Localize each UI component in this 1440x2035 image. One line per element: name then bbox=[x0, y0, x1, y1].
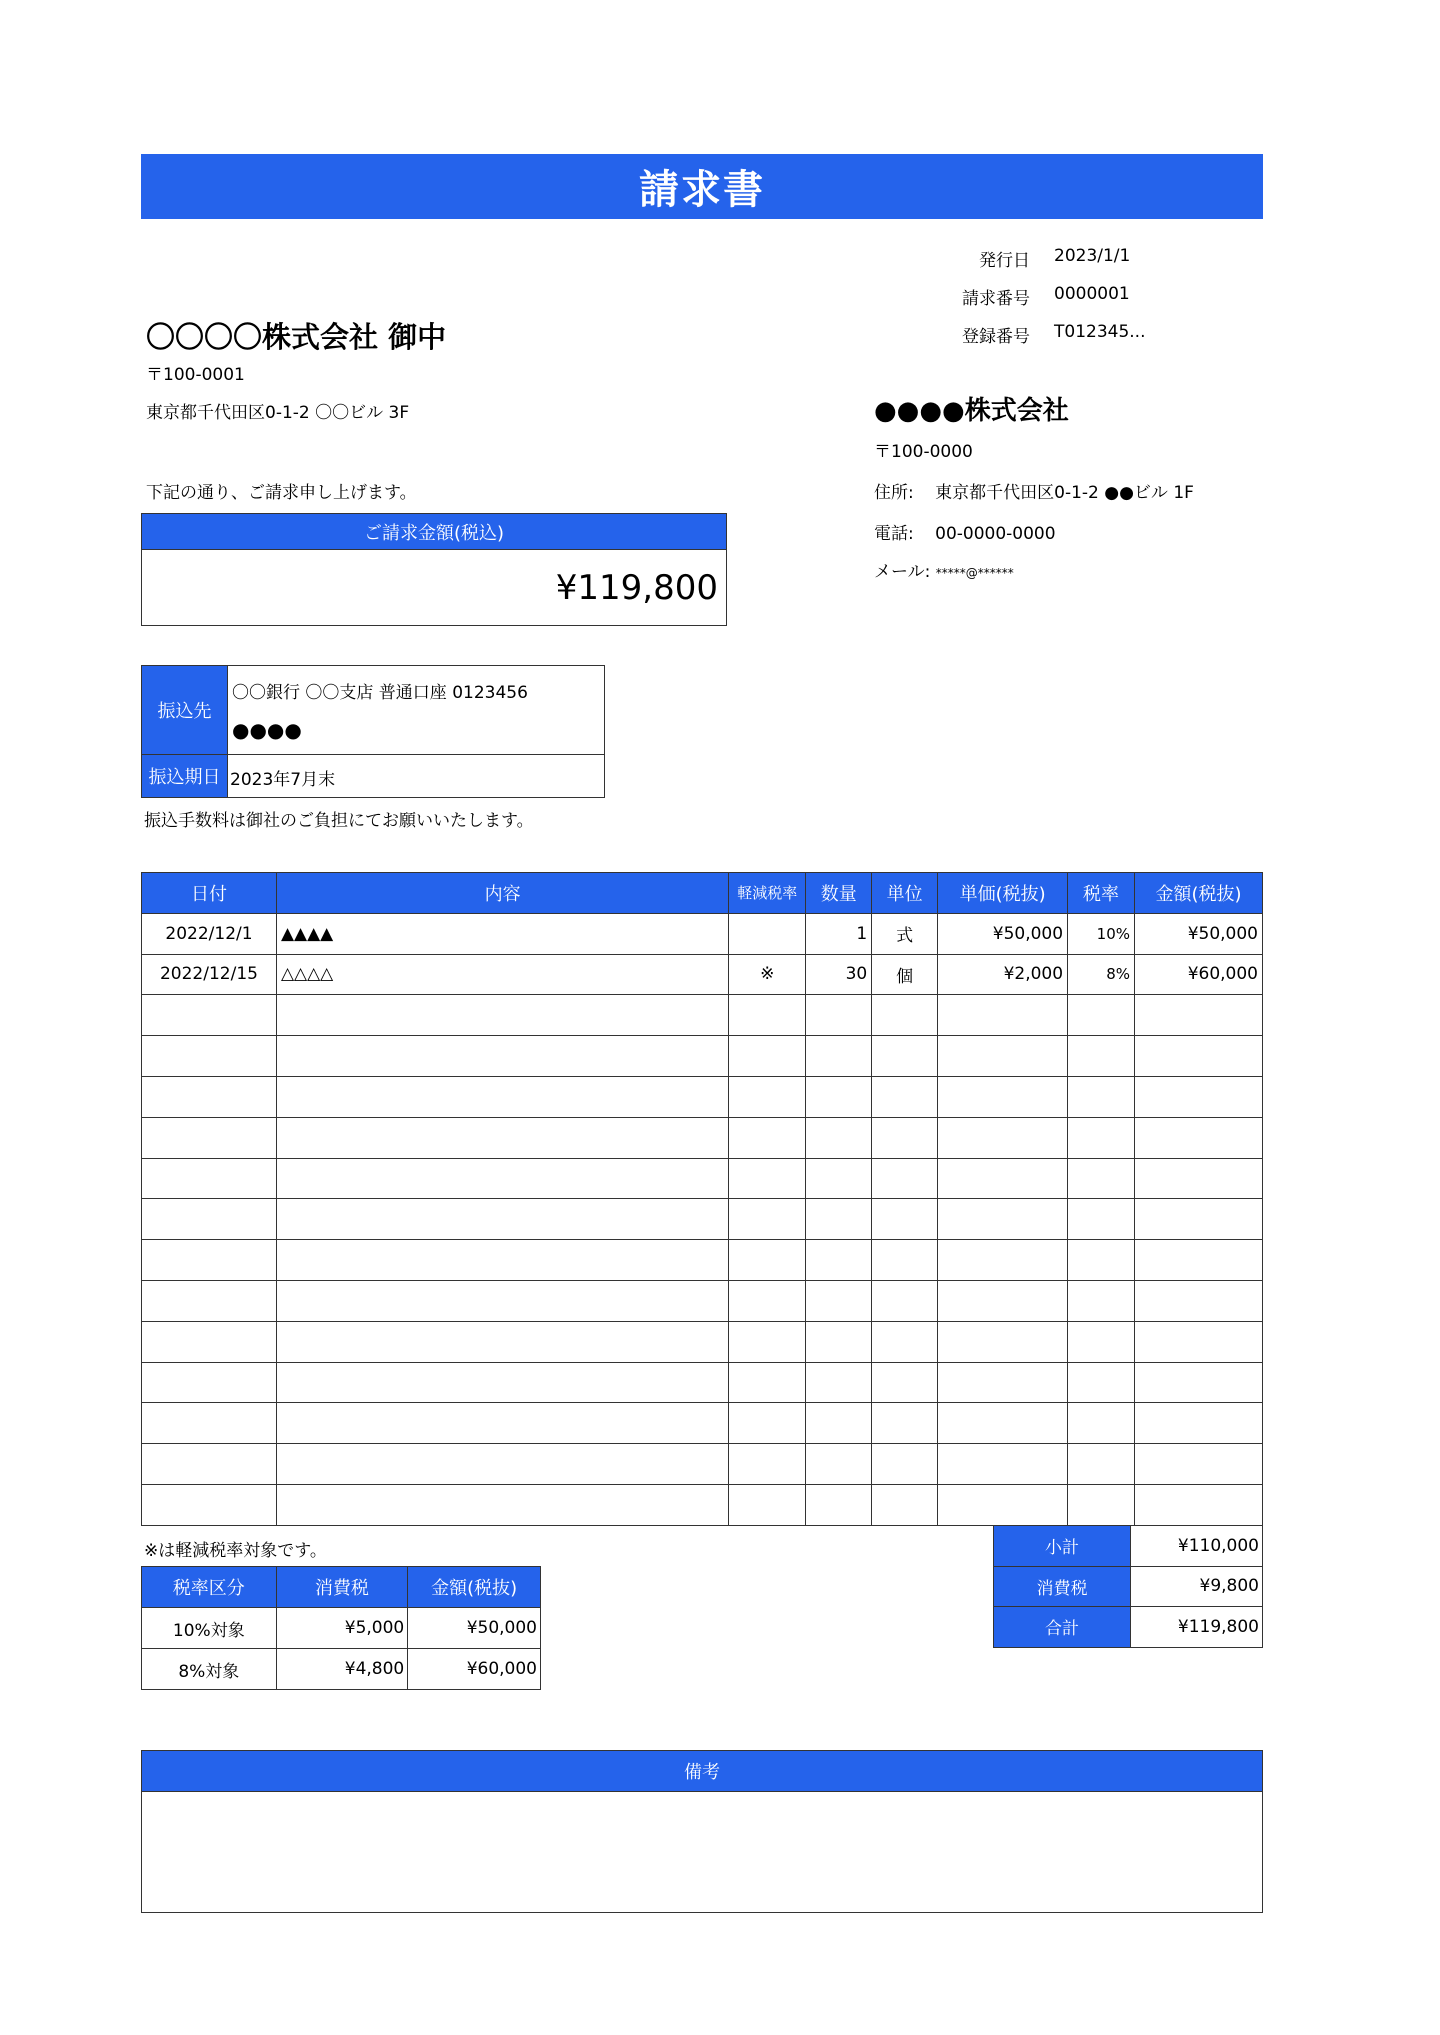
col-header-date: 日付 bbox=[142, 873, 277, 914]
item-amount-cell bbox=[1135, 1484, 1263, 1525]
item-quantity-cell bbox=[806, 1362, 872, 1403]
table-row bbox=[142, 1484, 1263, 1525]
item-description-cell: △△△△ bbox=[276, 954, 728, 995]
item-description-cell bbox=[276, 1036, 728, 1077]
table-row bbox=[142, 1280, 1263, 1321]
item-date-cell bbox=[142, 1076, 277, 1117]
item-tax-rate-cell bbox=[1068, 1036, 1135, 1077]
item-amount-cell bbox=[1135, 1362, 1263, 1403]
registration-number-label: 登録番号 bbox=[962, 327, 1030, 347]
item-reduced-rate-cell bbox=[729, 1362, 806, 1403]
bank-account-label: 振込先 bbox=[142, 666, 228, 754]
remarks-box bbox=[141, 1750, 1263, 1913]
issue-date-value: 2023/1/1 bbox=[1054, 246, 1131, 266]
table-row bbox=[142, 1036, 1263, 1077]
item-date-cell bbox=[142, 1158, 277, 1199]
taxable-amount-cell: ¥50,000 bbox=[408, 1608, 541, 1649]
tax-category-cell: 10%対象 bbox=[142, 1608, 277, 1649]
item-tax-rate-cell: 10% bbox=[1068, 913, 1135, 954]
item-tax-rate-cell bbox=[1068, 1280, 1135, 1321]
issuer-postal: 〒100-0000 bbox=[874, 442, 973, 462]
item-unit-price-cell: ¥2,000 bbox=[938, 954, 1068, 995]
table-row bbox=[142, 1240, 1263, 1281]
issuer-email: *****@****** bbox=[935, 566, 1014, 580]
item-reduced-rate-cell bbox=[729, 1403, 806, 1444]
reduced-rate-note: ※は軽減税率対象です。 bbox=[144, 1541, 327, 1561]
table-row bbox=[142, 1321, 1263, 1362]
item-unit-price-cell bbox=[938, 1076, 1068, 1117]
client-name: 〇〇〇〇株式会社 御中 bbox=[146, 320, 447, 354]
item-unit-price-cell bbox=[938, 1036, 1068, 1077]
item-amount-cell bbox=[1135, 1321, 1263, 1362]
item-quantity-cell bbox=[806, 1403, 872, 1444]
table-row bbox=[142, 913, 1263, 954]
item-description-cell bbox=[276, 1117, 728, 1158]
item-unit-cell bbox=[872, 1199, 938, 1240]
item-unit-price-cell bbox=[938, 1403, 1068, 1444]
item-date-cell bbox=[142, 1484, 277, 1525]
item-description-cell bbox=[276, 1158, 728, 1199]
registration-number-value: T012345... bbox=[1054, 322, 1146, 342]
item-date-cell bbox=[142, 1362, 277, 1403]
item-reduced-rate-cell bbox=[729, 1444, 806, 1485]
registration-number-row bbox=[940, 322, 1240, 348]
item-reduced-rate-cell bbox=[729, 1199, 806, 1240]
item-unit-cell bbox=[872, 1036, 938, 1077]
item-tax-rate-cell bbox=[1068, 995, 1135, 1036]
table-row bbox=[142, 1158, 1263, 1199]
table-row bbox=[142, 1199, 1263, 1240]
item-amount-cell bbox=[1135, 1199, 1263, 1240]
issuer-address-line bbox=[874, 478, 1194, 503]
transfer-fee-note: 振込手数料は御社のご負担にてお願いいたします。 bbox=[144, 811, 534, 831]
issuer-email-line bbox=[874, 557, 1014, 582]
item-reduced-rate-cell bbox=[729, 1280, 806, 1321]
col-header-description: 内容 bbox=[276, 873, 728, 914]
item-amount-cell bbox=[1135, 1036, 1263, 1077]
remarks-content bbox=[142, 1792, 1262, 1808]
item-tax-rate-cell bbox=[1068, 1240, 1135, 1281]
item-unit-cell bbox=[872, 1117, 938, 1158]
item-date-cell bbox=[142, 1403, 277, 1444]
col-header-unit: 単位 bbox=[872, 873, 938, 914]
item-amount-cell: ¥50,000 bbox=[1135, 913, 1263, 954]
item-tax-rate-cell bbox=[1068, 1444, 1135, 1485]
item-amount-cell bbox=[1135, 1240, 1263, 1281]
tax-amount-cell: ¥5,000 bbox=[276, 1608, 408, 1649]
tax-col-category: 税率区分 bbox=[142, 1567, 277, 1608]
item-unit-price-cell: ¥50,000 bbox=[938, 913, 1068, 954]
item-unit-cell bbox=[872, 1321, 938, 1362]
item-amount-cell bbox=[1135, 995, 1263, 1036]
item-reduced-rate-cell bbox=[729, 1484, 806, 1525]
table-row bbox=[142, 1444, 1263, 1485]
item-description-cell bbox=[276, 1321, 728, 1362]
table-row bbox=[142, 1362, 1263, 1403]
item-description-cell: ▲▲▲▲ bbox=[276, 913, 728, 954]
client-address: 東京都千代田区0-1-2 〇〇ビル 3F bbox=[146, 403, 410, 423]
item-unit-cell bbox=[872, 1403, 938, 1444]
item-reduced-rate-cell bbox=[729, 1076, 806, 1117]
item-unit-price-cell bbox=[938, 1117, 1068, 1158]
item-date-cell bbox=[142, 995, 277, 1036]
subtotal-label: 小計 bbox=[994, 1526, 1131, 1567]
subtotal-value: ¥110,000 bbox=[1131, 1526, 1263, 1567]
item-unit-cell: 式 bbox=[872, 913, 938, 954]
item-amount-cell bbox=[1135, 1403, 1263, 1444]
item-quantity-cell bbox=[806, 1484, 872, 1525]
item-date-cell: 2022/12/1 bbox=[142, 913, 277, 954]
item-description-cell bbox=[276, 1280, 728, 1321]
item-unit-price-cell bbox=[938, 1199, 1068, 1240]
item-reduced-rate-cell bbox=[729, 1117, 806, 1158]
item-quantity-cell bbox=[806, 995, 872, 1036]
item-reduced-rate-cell: ※ bbox=[729, 954, 806, 995]
subtotal-row bbox=[994, 1526, 1263, 1567]
item-description-cell bbox=[276, 1403, 728, 1444]
table-row bbox=[142, 954, 1263, 995]
item-amount-cell bbox=[1135, 1280, 1263, 1321]
consumption-tax-row bbox=[994, 1566, 1263, 1607]
tax-amount-cell: ¥4,800 bbox=[276, 1649, 408, 1690]
item-reduced-rate-cell bbox=[729, 913, 806, 954]
issuer-email-label: メール: bbox=[874, 562, 931, 582]
item-reduced-rate-cell bbox=[729, 1158, 806, 1199]
item-unit-price-cell bbox=[938, 1321, 1068, 1362]
issuer-address: 東京都千代田区0-1-2 ●●ビル 1F bbox=[935, 483, 1194, 503]
item-quantity-cell bbox=[806, 1321, 872, 1362]
billing-amount-value: ¥119,800 bbox=[555, 567, 718, 608]
item-amount-cell bbox=[1135, 1158, 1263, 1199]
item-reduced-rate-cell bbox=[729, 1240, 806, 1281]
item-description-cell bbox=[276, 1484, 728, 1525]
item-date-cell bbox=[142, 1240, 277, 1281]
item-unit-cell bbox=[872, 1362, 938, 1403]
table-row bbox=[142, 995, 1263, 1036]
item-description-cell bbox=[276, 1240, 728, 1281]
bank-account-holder: ●●●● bbox=[232, 718, 302, 742]
issuer-phone-line bbox=[874, 519, 1056, 544]
remarks-label: 備考 bbox=[142, 1751, 1262, 1792]
item-quantity-cell bbox=[806, 1444, 872, 1485]
consumption-tax-value: ¥9,800 bbox=[1131, 1566, 1263, 1607]
tax-breakdown-table bbox=[141, 1566, 541, 1690]
total-row bbox=[994, 1607, 1263, 1648]
item-date-cell bbox=[142, 1199, 277, 1240]
item-quantity-cell bbox=[806, 1117, 872, 1158]
item-reduced-rate-cell bbox=[729, 1036, 806, 1077]
taxable-amount-cell: ¥60,000 bbox=[408, 1649, 541, 1690]
billing-amount-label: ご請求金額(税込) bbox=[142, 514, 726, 550]
item-description-cell bbox=[276, 995, 728, 1036]
col-header-amount: 金額(税抜) bbox=[1135, 873, 1263, 914]
item-date-cell bbox=[142, 1036, 277, 1077]
col-header-quantity: 数量 bbox=[806, 873, 872, 914]
tax-category-cell: 8%対象 bbox=[142, 1649, 277, 1690]
item-amount-cell bbox=[1135, 1076, 1263, 1117]
item-unit-price-cell bbox=[938, 1362, 1068, 1403]
item-unit-cell bbox=[872, 1240, 938, 1281]
transfer-due-value: 2023年7月末 bbox=[230, 770, 336, 790]
item-date-cell bbox=[142, 1280, 277, 1321]
item-unit-price-cell bbox=[938, 1484, 1068, 1525]
item-tax-rate-cell bbox=[1068, 1321, 1135, 1362]
item-quantity-cell bbox=[806, 1076, 872, 1117]
bank-transfer-box bbox=[141, 665, 605, 798]
tax-breakdown-row bbox=[142, 1608, 541, 1649]
item-tax-rate-cell: 8% bbox=[1068, 954, 1135, 995]
total-value: ¥119,800 bbox=[1131, 1607, 1263, 1648]
item-description-cell bbox=[276, 1444, 728, 1485]
bank-account-row bbox=[142, 666, 604, 755]
issuer-phone: 00-0000-0000 bbox=[935, 524, 1056, 544]
tax-col-amount: 金額(税抜) bbox=[408, 1567, 541, 1608]
item-unit-price-cell bbox=[938, 1444, 1068, 1485]
item-reduced-rate-cell bbox=[729, 995, 806, 1036]
billing-amount-box bbox=[141, 513, 727, 626]
item-reduced-rate-cell bbox=[729, 1321, 806, 1362]
item-quantity-cell: 30 bbox=[806, 954, 872, 995]
line-items-header bbox=[142, 873, 1263, 914]
item-amount-cell bbox=[1135, 1117, 1263, 1158]
item-tax-rate-cell bbox=[1068, 1117, 1135, 1158]
item-unit-cell: 個 bbox=[872, 954, 938, 995]
item-quantity-cell bbox=[806, 1199, 872, 1240]
transfer-due-label: 振込期日 bbox=[142, 755, 228, 797]
item-date-cell bbox=[142, 1321, 277, 1362]
item-quantity-cell: 1 bbox=[806, 913, 872, 954]
item-unit-price-cell bbox=[938, 995, 1068, 1036]
issuer-name: ●●●●株式会社 bbox=[874, 396, 1069, 426]
item-date-cell: 2022/12/15 bbox=[142, 954, 277, 995]
item-unit-price-cell bbox=[938, 1158, 1068, 1199]
invoice-title: 請求書 bbox=[141, 154, 1263, 219]
col-header-tax-rate: 税率 bbox=[1068, 873, 1135, 914]
item-quantity-cell bbox=[806, 1158, 872, 1199]
item-amount-cell bbox=[1135, 1444, 1263, 1485]
line-items-table bbox=[141, 872, 1263, 1526]
consumption-tax-label: 消費税 bbox=[994, 1566, 1131, 1607]
item-tax-rate-cell bbox=[1068, 1403, 1135, 1444]
item-description-cell bbox=[276, 1362, 728, 1403]
item-tax-rate-cell bbox=[1068, 1199, 1135, 1240]
item-unit-cell bbox=[872, 1280, 938, 1321]
invoice-number-row bbox=[940, 284, 1240, 310]
tax-breakdown-header bbox=[142, 1567, 541, 1608]
item-date-cell bbox=[142, 1117, 277, 1158]
item-unit-price-cell bbox=[938, 1240, 1068, 1281]
bank-account: 〇〇銀行 〇〇支店 普通口座 0123456 bbox=[232, 683, 528, 703]
item-tax-rate-cell bbox=[1068, 1076, 1135, 1117]
item-tax-rate-cell bbox=[1068, 1362, 1135, 1403]
item-description-cell bbox=[276, 1076, 728, 1117]
table-row bbox=[142, 1403, 1263, 1444]
issuer-phone-label: 電話: bbox=[874, 524, 914, 544]
item-description-cell bbox=[276, 1199, 728, 1240]
col-header-unit-price: 単価(税抜) bbox=[938, 873, 1068, 914]
table-row bbox=[142, 1076, 1263, 1117]
client-postal: 〒100-0001 bbox=[146, 365, 245, 385]
item-unit-cell bbox=[872, 1158, 938, 1199]
item-quantity-cell bbox=[806, 1240, 872, 1281]
item-unit-cell bbox=[872, 1484, 938, 1525]
item-quantity-cell bbox=[806, 1036, 872, 1077]
item-date-cell bbox=[142, 1444, 277, 1485]
tax-breakdown-row bbox=[142, 1649, 541, 1690]
summary-table bbox=[993, 1525, 1263, 1648]
invoice-number-value: 0000001 bbox=[1054, 284, 1130, 304]
table-row bbox=[142, 1117, 1263, 1158]
issuer-address-label: 住所: bbox=[874, 483, 914, 503]
intro-text: 下記の通り、ご請求申し上げます。 bbox=[146, 483, 417, 503]
total-label: 合計 bbox=[994, 1607, 1131, 1648]
item-unit-cell bbox=[872, 995, 938, 1036]
item-unit-cell bbox=[872, 1444, 938, 1485]
invoice-number-label: 請求番号 bbox=[962, 289, 1030, 309]
tax-col-tax: 消費税 bbox=[276, 1567, 408, 1608]
transfer-due-row bbox=[142, 755, 604, 797]
item-tax-rate-cell bbox=[1068, 1484, 1135, 1525]
item-tax-rate-cell bbox=[1068, 1158, 1135, 1199]
item-amount-cell: ¥60,000 bbox=[1135, 954, 1263, 995]
item-quantity-cell bbox=[806, 1280, 872, 1321]
item-unit-cell bbox=[872, 1076, 938, 1117]
col-header-reduced-rate: 軽減税率 bbox=[729, 873, 806, 914]
issue-date-row bbox=[940, 246, 1240, 272]
issue-date-label: 発行日 bbox=[979, 251, 1030, 271]
item-unit-price-cell bbox=[938, 1280, 1068, 1321]
